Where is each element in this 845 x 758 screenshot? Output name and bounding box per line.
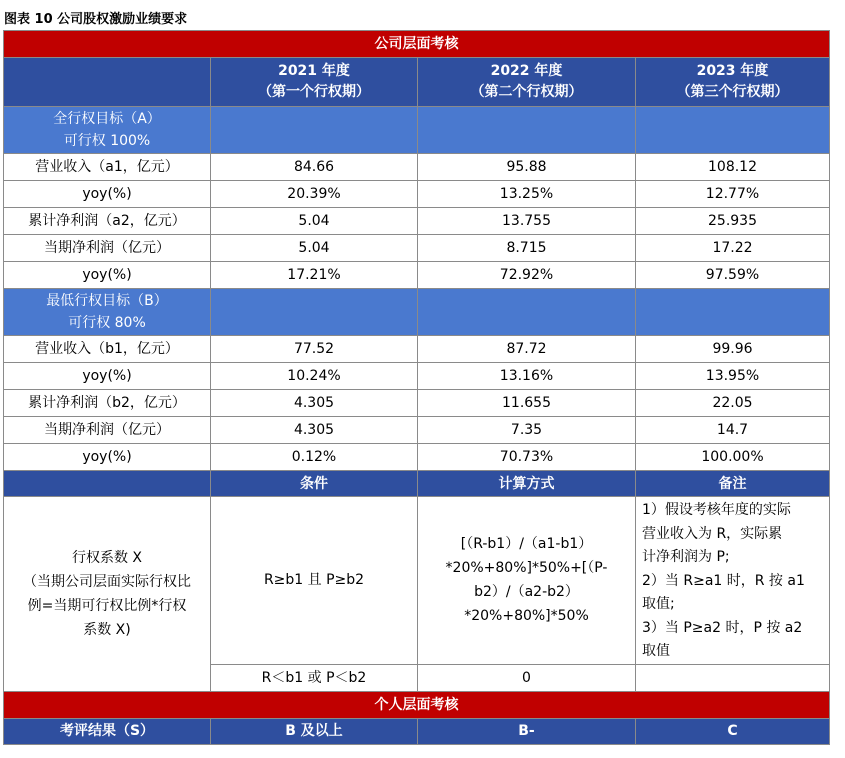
row-label: 当期净利润（亿元） <box>4 235 211 262</box>
target-b-row <box>4 289 830 336</box>
value-cell: 7.35 <box>418 417 636 444</box>
value-cell: 13.16% <box>418 363 636 390</box>
target-b-title: 最低行权目标（B） <box>46 293 168 309</box>
value-cell: 84.66 <box>211 154 418 181</box>
header-blank-cell <box>4 58 211 107</box>
company-section-row <box>4 31 830 58</box>
company-section-title: 公司层面考核 <box>4 31 830 58</box>
target-b-ratio: 可行权 80% <box>68 315 146 331</box>
text-line: 系数 X) <box>83 621 131 638</box>
row-label: 累计净利润（b2，亿元） <box>4 390 211 417</box>
value-cell: 77.52 <box>211 336 418 363</box>
incentive-performance-table <box>3 30 830 745</box>
year-header-row <box>4 58 830 107</box>
text-line: *20%+80%]*50%+[（P- <box>445 560 608 577</box>
value-cell: 0 <box>418 664 636 691</box>
text-line: （当期公司层面实际行权比 <box>23 573 191 590</box>
text-line: 2）当 R≥a1 时，R 按 a1 <box>642 572 805 589</box>
value-cell: 5.04 <box>211 208 418 235</box>
blank-cell <box>418 107 636 154</box>
row-label: yoy(%) <box>4 363 211 390</box>
personal-grade-row <box>4 718 830 744</box>
text-line: 1）假设考核年度的实际 <box>642 502 791 518</box>
value-cell: 95.88 <box>418 154 636 181</box>
table-row <box>4 262 830 289</box>
year-label: 2023 年度 <box>696 63 769 79</box>
text-line: 行权系数 X <box>71 549 143 566</box>
text-line: 营业收入为 R，实际累 <box>642 525 783 542</box>
year-label: 2021 年度 <box>278 63 350 79</box>
value-cell: 13.25% <box>418 181 636 208</box>
blank-cell <box>636 664 830 691</box>
grade-cell: B 及以上 <box>211 718 418 744</box>
value-cell: 8.715 <box>418 235 636 262</box>
year-header-2021 <box>211 58 418 107</box>
personal-section-row <box>4 691 830 718</box>
target-b-label <box>4 289 211 336</box>
condition-cell: R＜b1 或 P＜b2 <box>211 664 418 691</box>
blank-cell <box>418 289 636 336</box>
coefficient-header-row <box>4 471 830 497</box>
period-label: （第二个行权期） <box>470 84 583 100</box>
table-row <box>4 181 830 208</box>
value-cell: 72.92% <box>418 262 636 289</box>
year-header-2023 <box>636 58 830 107</box>
blank-cell <box>4 471 211 497</box>
row-label: yoy(%) <box>4 444 211 471</box>
text-line: *20%+80%]*50% <box>464 608 589 625</box>
blank-cell <box>211 289 418 336</box>
year-label: 2022 年度 <box>490 63 563 79</box>
table-row <box>4 363 830 390</box>
target-a-row <box>4 107 830 154</box>
table-row <box>4 208 830 235</box>
value-cell: 100.00% <box>636 444 830 471</box>
value-cell: 5.04 <box>211 235 418 262</box>
value-cell: 4.305 <box>211 417 418 444</box>
condition-header: 条件 <box>211 471 418 497</box>
text-line: 取值; <box>642 596 675 612</box>
row-label: 累计净利润（a2，亿元） <box>4 208 211 235</box>
value-cell: 17.22 <box>636 235 830 262</box>
value-cell: 12.77% <box>636 181 830 208</box>
value-cell: 97.59% <box>636 262 830 289</box>
target-a-label <box>4 107 211 154</box>
value-cell: 14.7 <box>636 417 830 444</box>
table-row <box>4 444 830 471</box>
row-label: 营业收入（a1，亿元） <box>4 154 211 181</box>
value-cell: 10.24% <box>211 363 418 390</box>
text-line: [（R-b1）/（a1-b1） <box>460 536 593 553</box>
personal-section-title: 个人层面考核 <box>4 691 830 718</box>
value-cell: 17.21% <box>211 262 418 289</box>
formula-cell <box>418 497 636 665</box>
row-label: 营业收入（b1，亿元） <box>4 336 211 363</box>
evaluation-label: 考评结果（S） <box>4 718 211 744</box>
blank-cell <box>636 107 830 154</box>
value-cell: 108.12 <box>636 154 830 181</box>
table-row <box>4 235 830 262</box>
blank-cell <box>211 107 418 154</box>
text-line: 例=当期可行权比例*行权 <box>27 597 187 614</box>
text-line: 3）当 P≥a2 时，P 按 a2 <box>642 619 803 636</box>
value-cell: 13.755 <box>418 208 636 235</box>
text-line: 取值 <box>642 643 670 659</box>
value-cell: 13.95% <box>636 363 830 390</box>
row-label: yoy(%) <box>4 181 211 208</box>
period-label: （第三个行权期） <box>676 84 789 100</box>
value-cell: 70.73% <box>418 444 636 471</box>
target-a-ratio: 可行权 100% <box>63 133 151 149</box>
method-header: 计算方式 <box>418 471 636 497</box>
table-row <box>4 390 830 417</box>
grade-cell: C <box>636 718 830 744</box>
value-cell: 0.12% <box>211 444 418 471</box>
value-cell: 11.655 <box>418 390 636 417</box>
value-cell: 25.935 <box>636 208 830 235</box>
table-row <box>4 417 830 444</box>
blank-cell <box>636 289 830 336</box>
row-label: 当期净利润（亿元） <box>4 417 211 444</box>
note-cell <box>636 497 830 665</box>
table-row <box>4 154 830 181</box>
value-cell: 4.305 <box>211 390 418 417</box>
condition-cell: R≥b1 且 P≥b2 <box>211 497 418 665</box>
value-cell: 87.72 <box>418 336 636 363</box>
text-line: 计净利润为 P; <box>642 549 730 565</box>
value-cell: 20.39% <box>211 181 418 208</box>
text-line: b2）/（a2-b2） <box>474 584 579 601</box>
year-header-2022 <box>418 58 636 107</box>
table-row <box>4 336 830 363</box>
period-label: （第一个行权期） <box>258 84 370 100</box>
grade-cell: B- <box>418 718 636 744</box>
target-a-title: 全行权目标（A） <box>53 111 161 127</box>
value-cell: 22.05 <box>636 390 830 417</box>
coefficient-label <box>4 497 211 692</box>
coefficient-row <box>4 497 830 665</box>
value-cell: 99.96 <box>636 336 830 363</box>
row-label: yoy(%) <box>4 262 211 289</box>
note-header: 备注 <box>636 471 830 497</box>
table-caption: 图表 10 公司股权激励业绩要求 <box>4 12 188 27</box>
